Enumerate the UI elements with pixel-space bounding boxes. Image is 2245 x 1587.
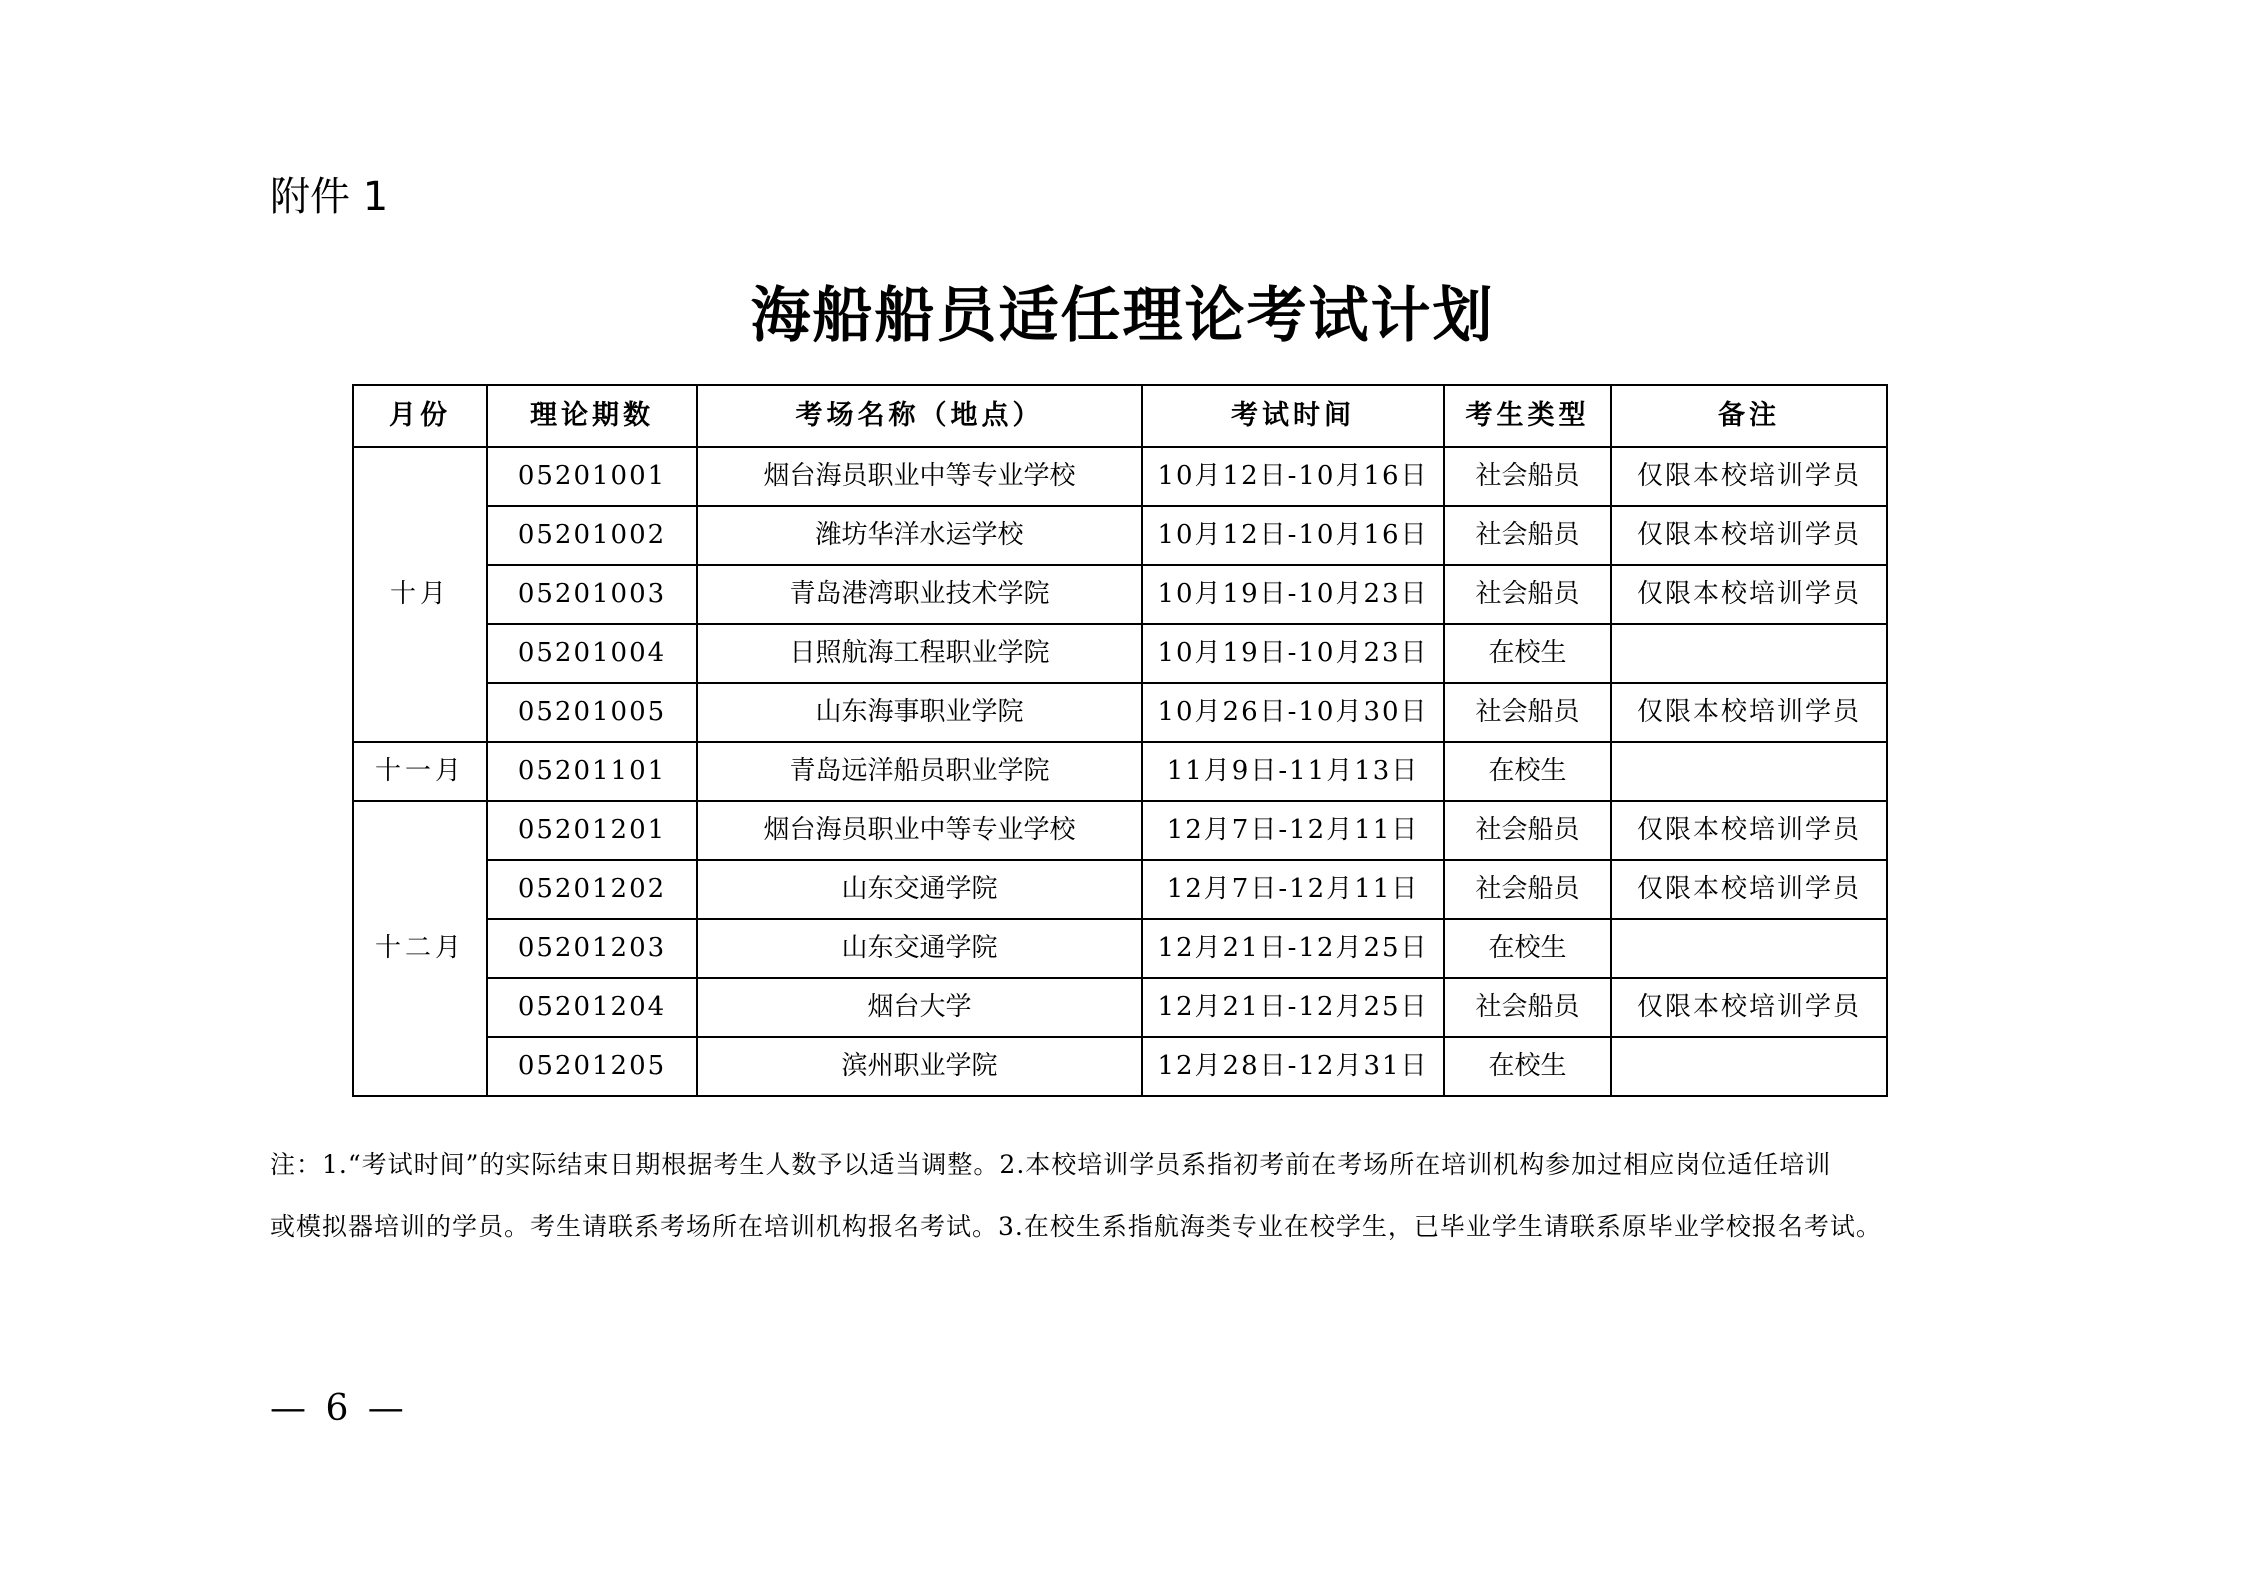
footnote-line-1: 注：1.“考试时间”的实际结束日期根据考生人数予以适当调整。2.本校培训学员系指初考前在考场所在培训机构参加过相应岗位适任培训 [270, 1150, 1832, 1179]
table-row [353, 565, 1887, 624]
remarks-cell [1611, 742, 1887, 801]
table-row [353, 978, 1887, 1037]
session-number-cell: 05201005 [487, 683, 697, 742]
month-cell: 十一月 [353, 742, 487, 801]
table-row [353, 447, 1887, 506]
exam-site-cell: 山东交通学院 [697, 919, 1142, 978]
remarks-cell [1611, 919, 1887, 978]
candidate-type-cell: 在校生 [1444, 624, 1611, 683]
remarks-cell: 仅限本校培训学员 [1611, 565, 1887, 624]
exam-site-cell: 山东海事职业学院 [697, 683, 1142, 742]
exam-time-cell: 12月7日-12月11日 [1142, 860, 1444, 919]
exam-time-cell: 10月12日-10月16日 [1142, 447, 1444, 506]
session-number-cell: 05201203 [487, 919, 697, 978]
candidate-type-cell: 社会船员 [1444, 801, 1611, 860]
table-row [353, 624, 1887, 683]
table-body [353, 447, 1887, 1096]
page-number: — 6 — [270, 1388, 408, 1429]
candidate-type-cell: 社会船员 [1444, 683, 1611, 742]
remarks-cell: 仅限本校培训学员 [1611, 447, 1887, 506]
candidate-type-cell: 社会船员 [1444, 978, 1611, 1037]
session-number-cell: 05201004 [487, 624, 697, 683]
exam-time-cell: 10月19日-10月23日 [1142, 565, 1444, 624]
header-exam-time: 考试时间 [1142, 385, 1444, 447]
header-remarks: 备注 [1611, 385, 1887, 447]
table-row [353, 801, 1887, 860]
header-session: 理论期数 [487, 385, 697, 447]
candidate-type-cell: 在校生 [1444, 1037, 1611, 1096]
exam-time-cell: 10月12日-10月16日 [1142, 506, 1444, 565]
exam-site-cell: 滨州职业学院 [697, 1037, 1142, 1096]
exam-site-cell: 烟台海员职业中等专业学校 [697, 447, 1142, 506]
candidate-type-cell: 社会船员 [1444, 860, 1611, 919]
exam-time-cell: 11月9日-11月13日 [1142, 742, 1444, 801]
candidate-type-cell: 社会船员 [1444, 447, 1611, 506]
table-row [353, 1037, 1887, 1096]
session-number-cell: 05201204 [487, 978, 697, 1037]
session-number-cell: 05201101 [487, 742, 697, 801]
session-number-cell: 05201205 [487, 1037, 697, 1096]
header-candidate-type: 考生类型 [1444, 385, 1611, 447]
table-row [353, 860, 1887, 919]
exam-time-cell: 12月21日-12月25日 [1142, 919, 1444, 978]
table-row [353, 683, 1887, 742]
attachment-label: 附件 1 [270, 174, 389, 220]
remarks-cell: 仅限本校培训学员 [1611, 801, 1887, 860]
exam-time-cell: 10月19日-10月23日 [1142, 624, 1444, 683]
session-number-cell: 05201201 [487, 801, 697, 860]
remarks-cell: 仅限本校培训学员 [1611, 506, 1887, 565]
remarks-cell [1611, 1037, 1887, 1096]
candidate-type-cell: 社会船员 [1444, 565, 1611, 624]
exam-time-cell: 12月21日-12月25日 [1142, 978, 1444, 1037]
remarks-cell [1611, 624, 1887, 683]
month-cell: 十二月 [353, 801, 487, 1096]
exam-time-cell: 12月7日-12月11日 [1142, 801, 1444, 860]
remarks-cell: 仅限本校培训学员 [1611, 978, 1887, 1037]
exam-site-cell: 青岛远洋船员职业学院 [697, 742, 1142, 801]
exam-site-cell: 青岛港湾职业技术学院 [697, 565, 1142, 624]
exam-site-cell: 山东交通学院 [697, 860, 1142, 919]
candidate-type-cell: 在校生 [1444, 742, 1611, 801]
exam-site-cell: 潍坊华洋水运学校 [697, 506, 1142, 565]
footnote-line-2: 或模拟器培训的学员。考生请联系考场所在培训机构报名考试。3.在校生系指航海类专业在校学生，已毕业学生请联系原毕业学校报名考试。 [270, 1212, 1882, 1241]
table-row [353, 742, 1887, 801]
exam-plan-table [352, 384, 1888, 1097]
table-row [353, 506, 1887, 565]
remarks-cell: 仅限本校培训学员 [1611, 683, 1887, 742]
candidate-type-cell: 在校生 [1444, 919, 1611, 978]
session-number-cell: 05201202 [487, 860, 697, 919]
exam-site-cell: 日照航海工程职业学院 [697, 624, 1142, 683]
session-number-cell: 05201003 [487, 565, 697, 624]
month-cell: 十月 [353, 447, 487, 742]
candidate-type-cell: 社会船员 [1444, 506, 1611, 565]
table-header-row [353, 385, 1887, 447]
exam-site-cell: 烟台大学 [697, 978, 1142, 1037]
exam-time-cell: 12月28日-12月31日 [1142, 1037, 1444, 1096]
remarks-cell: 仅限本校培训学员 [1611, 860, 1887, 919]
footnote [270, 1134, 1980, 1258]
header-exam-site: 考场名称（地点） [697, 385, 1142, 447]
session-number-cell: 05201002 [487, 506, 697, 565]
exam-site-cell: 烟台海员职业中等专业学校 [697, 801, 1142, 860]
exam-time-cell: 10月26日-10月30日 [1142, 683, 1444, 742]
header-month: 月份 [353, 385, 487, 447]
session-number-cell: 05201001 [487, 447, 697, 506]
page-title: 海船船员适任理论考试计划 [750, 281, 1495, 351]
table-row [353, 919, 1887, 978]
